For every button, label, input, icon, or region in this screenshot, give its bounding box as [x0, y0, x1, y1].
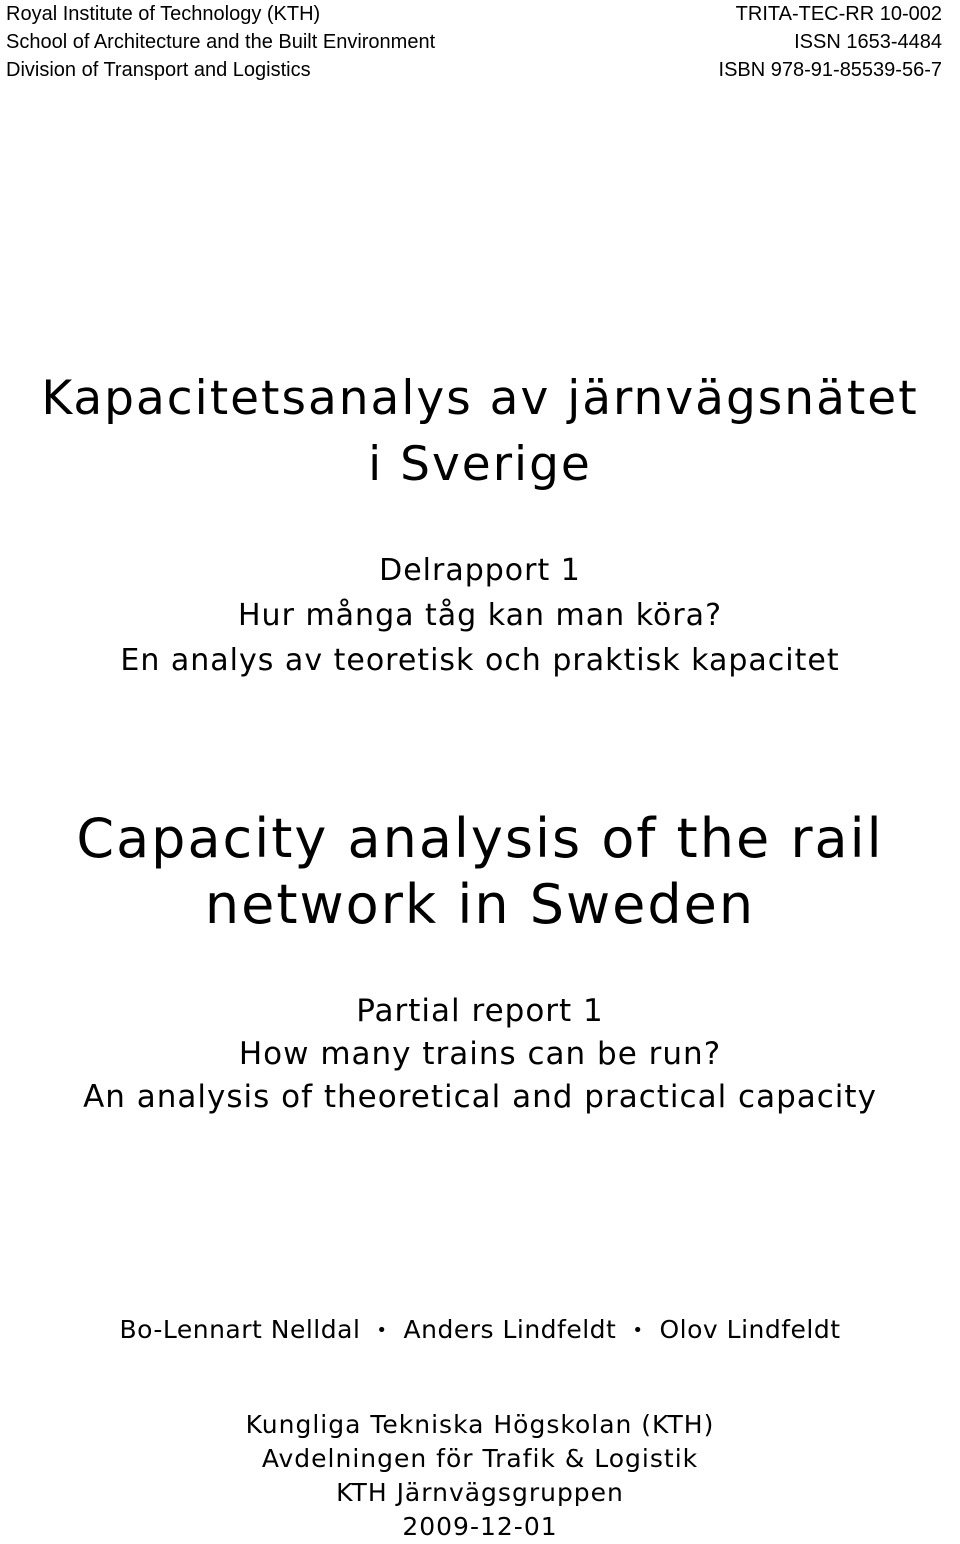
report-date: 2009-12-01 — [402, 1512, 558, 1541]
author-name: Anders Lindfeldt — [403, 1315, 617, 1344]
english-subtitle-line-2: How many trains can be run? — [238, 1036, 722, 1072]
english-title — [0, 806, 960, 938]
swedish-subtitle-line-1: Delrapport 1 — [379, 553, 581, 588]
english-title-line-2: network in Sweden — [204, 873, 756, 936]
swedish-title-line-2: i Sverige — [368, 437, 592, 492]
english-title-line-1: Capacity analysis of the rail — [76, 807, 884, 870]
affiliation-block — [0, 1408, 960, 1544]
university-name: Kungliga Tekniska Högskolan (KTH) — [245, 1410, 715, 1439]
author-name: Bo-Lennart Nelldal — [119, 1315, 361, 1344]
swedish-title-line-1: Kapacitetsanalys av järnvägsnätet — [41, 371, 919, 426]
isbn: ISBN 978-91-85539-56-7 — [718, 59, 942, 81]
authors-line — [0, 1312, 960, 1349]
bullet-separator: • — [632, 1320, 644, 1341]
swedish-title — [0, 366, 960, 498]
school-name: School of Architecture and the Built Environment — [6, 31, 436, 53]
institution-name: Royal Institute of Technology (KTH) — [6, 3, 321, 25]
swedish-subtitle-line-2: Hur många tåg kan man köra? — [238, 598, 722, 633]
swedish-subtitle-line-3: En analys av teoretisk och praktisk kapacitet — [120, 643, 840, 678]
english-subtitle-line-1: Partial report 1 — [356, 993, 604, 1029]
issn: ISSN 1653-4484 — [794, 31, 942, 53]
swedish-subtitle — [0, 548, 960, 683]
report-number: TRITA-TEC-RR 10-002 — [735, 3, 942, 25]
english-subtitle — [0, 990, 960, 1119]
research-group: KTH Järnvägsgruppen — [336, 1478, 624, 1507]
author-name: Olov Lindfeldt — [659, 1315, 841, 1344]
division-name: Division of Transport and Logistics — [6, 59, 311, 81]
bullet-separator: • — [376, 1320, 388, 1341]
department-name: Avdelningen för Trafik & Logistik — [261, 1444, 699, 1473]
english-subtitle-line-3: An analysis of theoretical and practical capacity — [83, 1079, 877, 1115]
